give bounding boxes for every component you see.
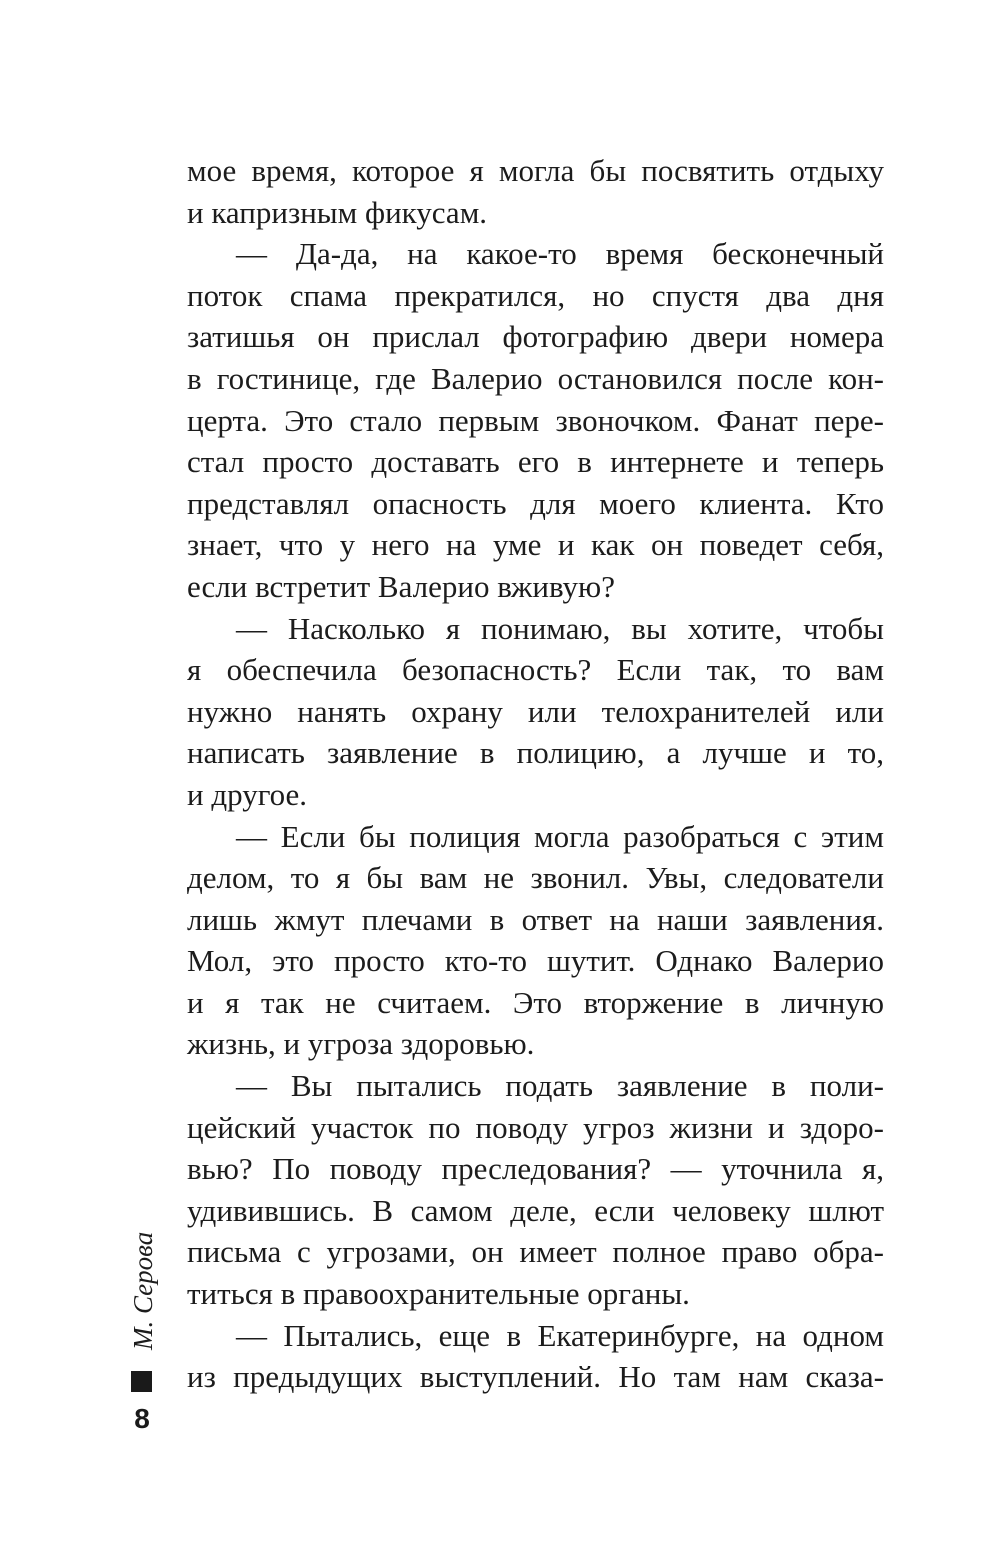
text-line: — Насколько я понимаю, вы хотите, чтобы — [236, 610, 884, 646]
text-line: церта. Это стало первым звоночком. Фанат пере- — [187, 402, 884, 438]
text-line: поток спама прекратился, но спустя два дня — [187, 277, 884, 313]
running-head-square-icon — [131, 1371, 152, 1392]
text-line: нужно нанять охрану или телохранителей или — [187, 693, 884, 729]
running-head-author: М. Серова — [128, 1231, 158, 1350]
text-line: удивившись. В самом деле, если человеку шлют — [187, 1192, 884, 1228]
text-line: письма с угрозами, он имеет полное право обра- — [187, 1234, 884, 1270]
text-line: цейский участок по поводу угроз жизни и здоро- — [187, 1109, 884, 1145]
text-line: — Да-да, на какое-то время бесконечный — [236, 236, 884, 272]
text-line: и я так не считаем. Это вторжение в личную — [187, 984, 884, 1020]
text-line: жизнь, и угроза здоровью. — [187, 1026, 535, 1062]
text-line: стал просто доставать его в интернете и теперь — [187, 444, 884, 480]
text-line: и капризным фикусам. — [187, 194, 488, 230]
text-line: — Вы пытались подать заявление в поли- — [236, 1068, 884, 1104]
text-line: Мол, это просто кто-то шутит. Однако Валерио — [187, 943, 884, 979]
text-line: — Пытались, еще в Екатеринбурге, на одном — [236, 1317, 884, 1353]
text-line: — Если бы полиция могла разобраться с этим — [236, 818, 884, 854]
text-line: знает, что у него на уме и как он поведет себя, — [187, 527, 884, 563]
body-text — [187, 150, 884, 1398]
text-line: представлял опасность для моего клиента. Кто — [187, 485, 884, 521]
text-line: и другое. — [187, 776, 308, 812]
text-line: из предыдущих выступлений. Но там нам сказа- — [187, 1359, 884, 1395]
text-line: делом, то я бы вам не звонил. Увы, следователи — [187, 860, 884, 896]
text-line: титься в правоохранительные органы. — [187, 1276, 690, 1312]
text-line: написать заявление в полицию, а лучше и то, — [187, 735, 884, 771]
text-line: вью? По поводу преследования? — уточнила я, — [187, 1151, 884, 1187]
text-line: я обеспечила безопасность? Если так, то вам — [187, 652, 884, 688]
text-line: если встретит Валерио вживую? — [187, 568, 615, 604]
text-line: мое время, которое я могла бы посвятить отдыху — [187, 153, 884, 188]
text-line: лишь жмут плечами в ответ на наши заявления. — [187, 901, 884, 937]
page-number: 8 — [134, 1403, 150, 1434]
text-line: в гостинице, где Валерио остановился после кон- — [187, 360, 884, 396]
text-line: затишья он прислал фотографию двери номера — [187, 319, 884, 355]
